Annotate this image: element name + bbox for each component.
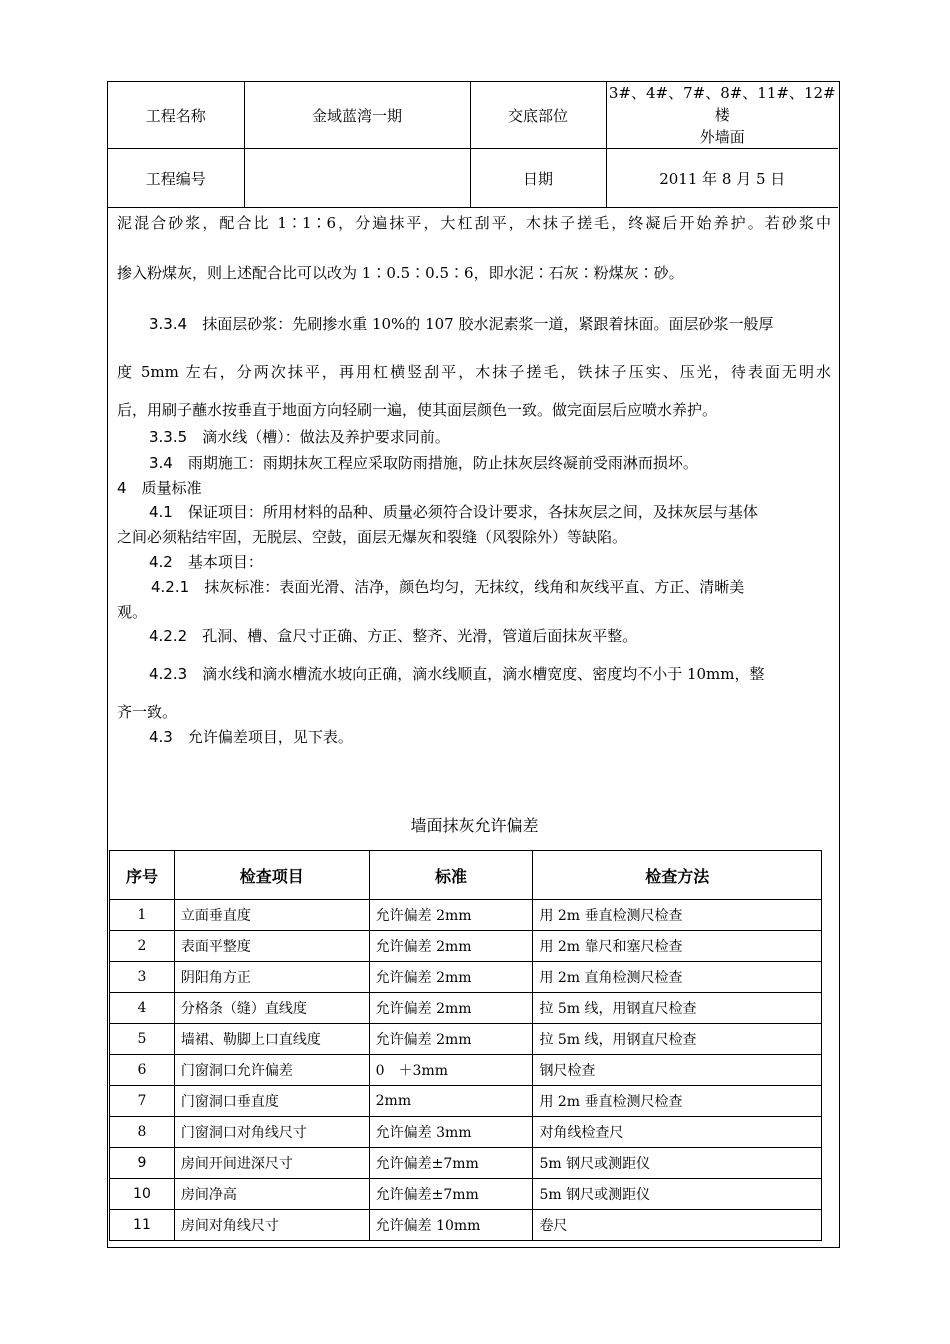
paragraph-line: 掺入粉煤灰，则上述配合比可以改为 1∶0.5∶0.5∶6，即水泥∶石灰∶粉煤灰∶砂。 [117, 264, 684, 282]
row-number: 9 [110, 1148, 175, 1179]
table-body [110, 900, 822, 1241]
check-item: 表面平整度 [174, 931, 369, 962]
clause-number: 4.1 [149, 503, 173, 521]
check-method: 对角线检查尺 [533, 1117, 822, 1148]
paragraph-line: 之间必须粘结牢固，无脱层、空鼓，面层无爆灰和裂缝（风裂除外）等缺陷。 [117, 528, 628, 546]
check-item: 房间开间进深尺寸 [174, 1148, 369, 1179]
check-method: 卷尺 [533, 1210, 822, 1241]
clause-number: 3.4 [149, 454, 173, 472]
check-method: 用 2m 靠尺和塞尺检查 [533, 931, 822, 962]
row-number: 5 [110, 1024, 175, 1055]
row-number: 2 [110, 931, 175, 962]
check-item: 房间净高 [174, 1179, 369, 1210]
section-heading: 4 质量标准 [117, 479, 202, 497]
clause-number: 4.2.2 [149, 627, 188, 645]
standard: 允许偏差 10mm [369, 1210, 533, 1241]
standard: 允许偏差 3mm [369, 1117, 533, 1148]
paragraph-line: 齐一致。 [117, 703, 178, 721]
check-item: 分格条（缝）直线度 [174, 993, 369, 1024]
document-frame [107, 81, 840, 1248]
table-row [110, 962, 822, 993]
date-label: 日期 [470, 149, 606, 208]
project-no-value [244, 149, 470, 208]
clause-number: 3.3.5 [149, 428, 188, 446]
check-item: 立面垂直度 [174, 900, 369, 931]
header-row-1 [108, 82, 838, 149]
table-row [110, 1117, 822, 1148]
table-row [110, 1055, 822, 1086]
paragraph-line: 4.2.1 抹灰标准：表面光滑、洁净，颜色均匀，无抹纹，线角和灰线平直、方正、清晰美 [151, 578, 745, 596]
check-item: 门窗洞口对角线尺寸 [174, 1117, 369, 1148]
paragraph-line: 3.4 雨期施工：雨期抹灰工程应采取防雨措施，防止抹灰层终凝前受雨淋而损坏。 [149, 454, 698, 472]
row-number: 10 [110, 1179, 175, 1210]
row-number: 4 [110, 993, 175, 1024]
check-method: 5m 钢尺或测距仪 [533, 1179, 822, 1210]
clause-number: 4.3 [149, 728, 173, 746]
column-header: 检查方法 [533, 851, 822, 900]
paragraph-line: 后，用刷子蘸水按垂直于地面方向轻刷一遍，使其面层颜色一致。做完面层后应喷水养护。 [117, 401, 718, 419]
paragraph-line: 3.3.4 抹面层砂浆：先刷掺水重 10%的 107 胶水泥素浆一道，紧跟着抹面。面层砂浆一般厚 [149, 315, 774, 333]
check-item: 阴阳角方正 [174, 962, 369, 993]
tolerance-table [109, 850, 822, 1241]
check-item: 门窗洞口垂直度 [174, 1086, 369, 1117]
check-method: 用 2m 垂直检测尺检查 [533, 900, 822, 931]
paragraph-line: 泥混合砂浆，配合比 1∶1∶6，分遍抹平，大杠刮平，木抹子搓毛，终凝后开始养护。若砂浆中 [117, 214, 831, 232]
row-number: 11 [110, 1210, 175, 1241]
location-value-line1: 3#、4#、7#、8#、11#、12#楼 [608, 84, 836, 124]
table-row [110, 993, 822, 1024]
standard: 允许偏差 2mm [369, 962, 533, 993]
clause-number: 3.3.4 [149, 315, 188, 333]
standard: 允许偏差 2mm [369, 931, 533, 962]
date-value: 2011 年 8 月 5 日 [606, 149, 838, 208]
location-value-line2: 外墙面 [699, 128, 745, 146]
row-number: 1 [110, 900, 175, 931]
location-label: 交底部位 [470, 82, 606, 149]
table-row [110, 931, 822, 962]
column-header: 检查项目 [174, 851, 369, 900]
standard: 允许偏差 2mm [369, 1024, 533, 1055]
table-row [110, 1086, 822, 1117]
check-item: 门窗洞口允许偏差 [174, 1055, 369, 1086]
standard: 允许偏差 2mm [369, 993, 533, 1024]
paragraph-line: 4.3 允许偏差项目，见下表。 [149, 728, 353, 746]
table-title: 墙面抹灰允许偏差 [410, 816, 539, 835]
table-row [110, 900, 822, 931]
paragraph-line: 4.2.2 孔洞、槽、盒尺寸正确、方正、整齐、光滑，管道后面抹灰平整。 [149, 627, 638, 645]
paragraph-line: 4.2 基本项目： [149, 553, 263, 571]
project-name-label: 工程名称 [108, 82, 244, 149]
column-header: 标准 [369, 851, 533, 900]
table-row [110, 1210, 822, 1241]
project-name-value: 金域蓝湾一期 [244, 82, 470, 149]
check-method: 拉 5m 线，用钢直尺检查 [533, 993, 822, 1024]
standard: 0 ＋3mm [369, 1055, 533, 1086]
check-method: 钢尺检查 [533, 1055, 822, 1086]
header-row-2 [108, 149, 838, 208]
clause-number: 4.2 [149, 553, 173, 571]
project-no-label: 工程编号 [108, 149, 244, 208]
column-header: 序号 [110, 851, 175, 900]
table-header-row [110, 851, 822, 900]
standard: 2mm [369, 1086, 533, 1117]
table-row [110, 1024, 822, 1055]
paragraph-line: 观。 [117, 603, 148, 621]
standard: 允许偏差±7mm [369, 1148, 533, 1179]
standard: 允许偏差±7mm [369, 1179, 533, 1210]
table-row [110, 1148, 822, 1179]
paragraph-line: 4.1 保证项目：所用材料的品种、质量必须符合设计要求，各抹灰层之间，及抹灰层与基体 [149, 503, 758, 521]
clause-number: 4.2.1 [151, 578, 190, 596]
header-table [108, 82, 838, 208]
location-value [606, 82, 838, 149]
paragraph-line: 度 5mm 左右，分两次抹平，再用杠横竖刮平，木抹子搓毛，铁抹子压实、压光，待表面无明水 [117, 363, 831, 381]
check-method: 5m 钢尺或测距仪 [533, 1148, 822, 1179]
paragraph-line: 3.3.5 滴水线（槽）：做法及养护要求同前。 [149, 428, 450, 446]
row-number: 7 [110, 1086, 175, 1117]
check-method: 拉 5m 线，用钢直尺检查 [533, 1024, 822, 1055]
row-number: 8 [110, 1117, 175, 1148]
check-item: 房间对角线尺寸 [174, 1210, 369, 1241]
clause-number: 4.2.3 [149, 665, 188, 683]
check-item: 墙裙、勒脚上口直线度 [174, 1024, 369, 1055]
table-row [110, 1179, 822, 1210]
paragraph-line: 4.2.3 滴水线和滴水槽流水坡向正确，滴水线顺直，滴水槽宽度、密度均不小于 10mm，整 [149, 665, 765, 683]
standard: 允许偏差 2mm [369, 900, 533, 931]
row-number: 6 [110, 1055, 175, 1086]
check-method: 用 2m 垂直检测尺检查 [533, 1086, 822, 1117]
check-method: 用 2m 直角检测尺检查 [533, 962, 822, 993]
row-number: 3 [110, 962, 175, 993]
